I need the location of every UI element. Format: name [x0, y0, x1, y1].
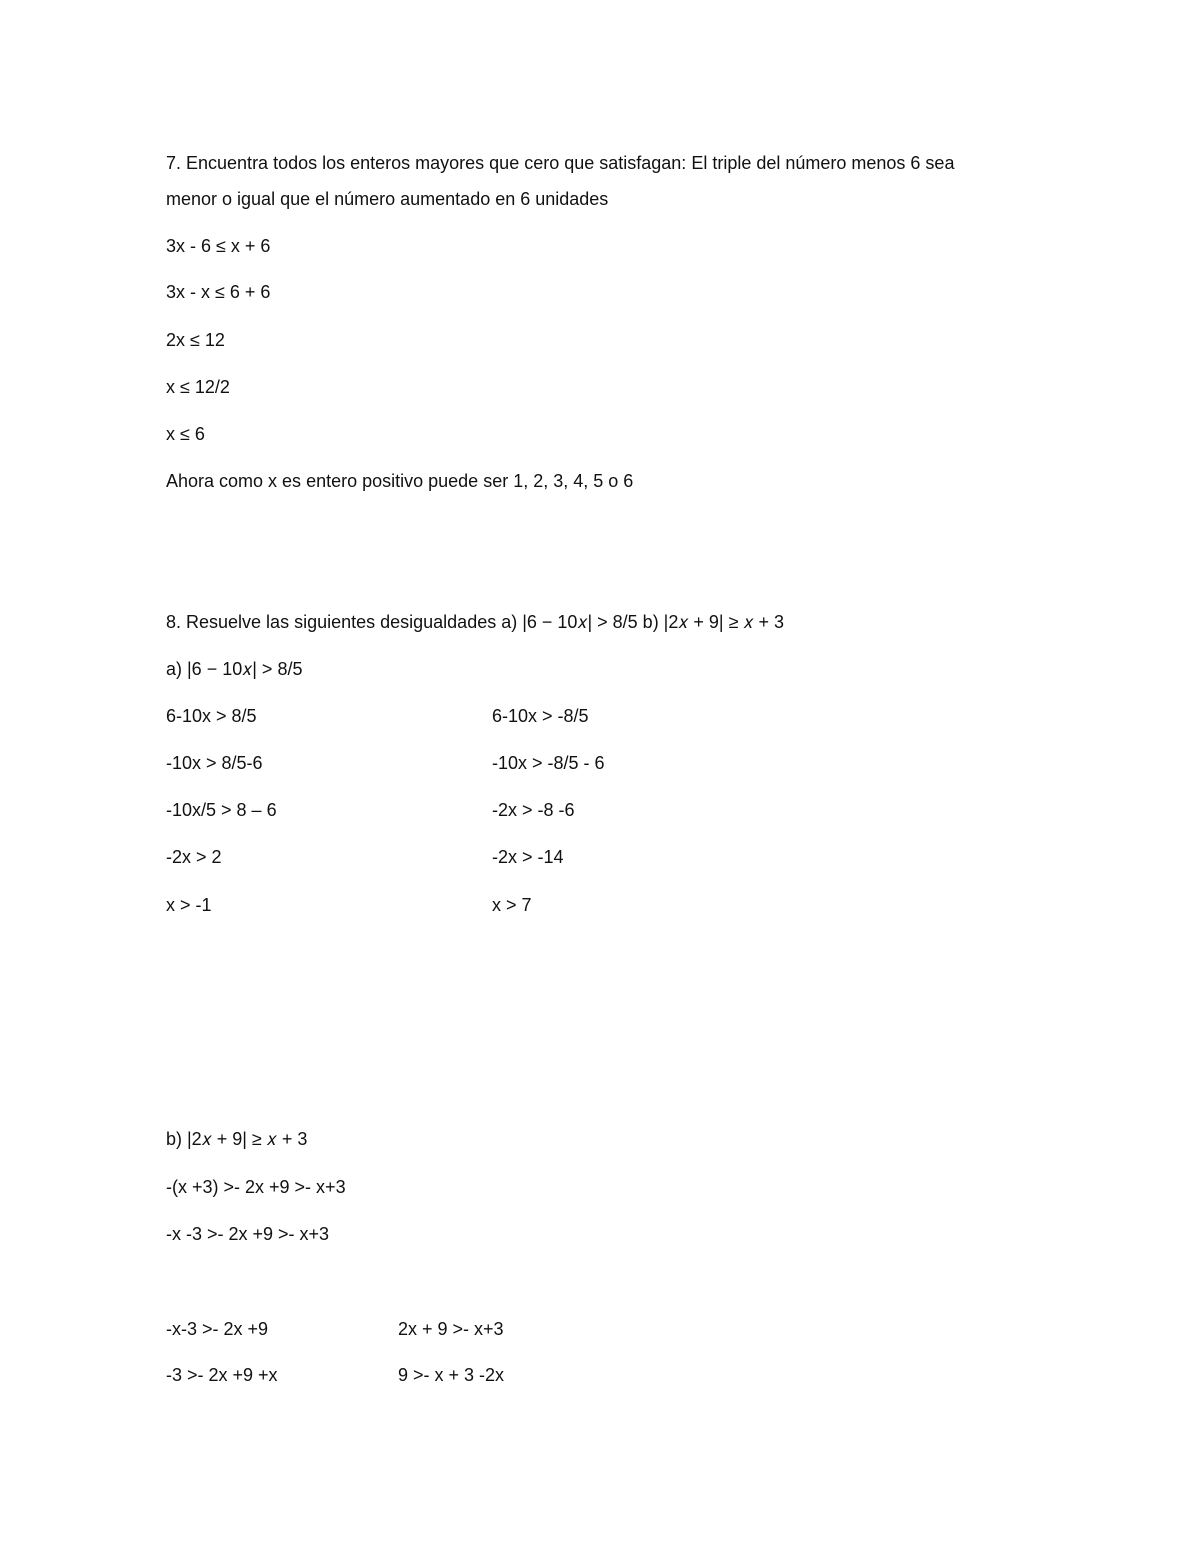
part-a-left-step-2: -10x > 8/5-6: [166, 753, 263, 773]
part-b-heading: b) |2𝑥 + 9| ≥ 𝑥 + 3: [166, 1129, 308, 1149]
part-a-left-step-4: -2x > 2: [166, 847, 222, 867]
part-b-left-step-1: -x-3 >- 2x +9: [166, 1319, 269, 1339]
problem7-step-1: 3x - 6 ≤ x + 6: [166, 236, 271, 256]
problem7-step-5: x ≤ 6: [166, 424, 205, 444]
part-a-heading: a) |6 − 10𝑥| > 8/5: [166, 659, 303, 679]
problem7-statement-line2: menor o igual que el número aumentado en 6 unidades: [166, 189, 609, 209]
part-a-left-step-1: 6-10x > 8/5: [166, 706, 257, 726]
part-b-right-step-1: 2x + 9 >- x+3: [398, 1319, 504, 1339]
problem7-statement-line1: 7. Encuentra todos los enteros mayores que cero que satisfagan: El triple del número menos 6 sea: [166, 153, 955, 173]
part-b-right-step-2: 9 >- x + 3 -2x: [398, 1365, 505, 1385]
part-a-right-step-5: x > 7: [492, 895, 532, 915]
problem7-step-3: 2x ≤ 12: [166, 330, 225, 350]
part-b-left-step-2: -3 >- 2x +9 +x: [166, 1365, 278, 1385]
part-a-right-step-2: -10x > -8/5 - 6: [492, 753, 605, 773]
part-a-right-step-4: -2x > -14: [492, 847, 564, 867]
part-a-right-step-1: 6-10x > -8/5: [492, 706, 589, 726]
part-b-step-1: -(x +3) >- 2x +9 >- x+3: [166, 1177, 346, 1197]
part-a-left-step-5: x > -1: [166, 895, 212, 915]
problem7-step-2: 3x - x ≤ 6 + 6: [166, 282, 271, 302]
problem7-step-4: x ≤ 12/2: [166, 377, 230, 397]
part-a-left-step-3: -10x/5 > 8 – 6: [166, 800, 277, 820]
part-b-step-2: -x -3 >- 2x +9 >- x+3: [166, 1224, 330, 1244]
problem7-conclusion: Ahora como x es entero positivo puede ser 1, 2, 3, 4, 5 o 6: [166, 471, 634, 491]
part-a-right-step-3: -2x > -8 -6: [492, 800, 575, 820]
problem8-statement: 8. Resuelve las siguientes desigualdades a) |6 − 10𝑥| > 8/5 b) |2𝑥 + 9| ≥ 𝑥 + 3: [166, 612, 785, 632]
